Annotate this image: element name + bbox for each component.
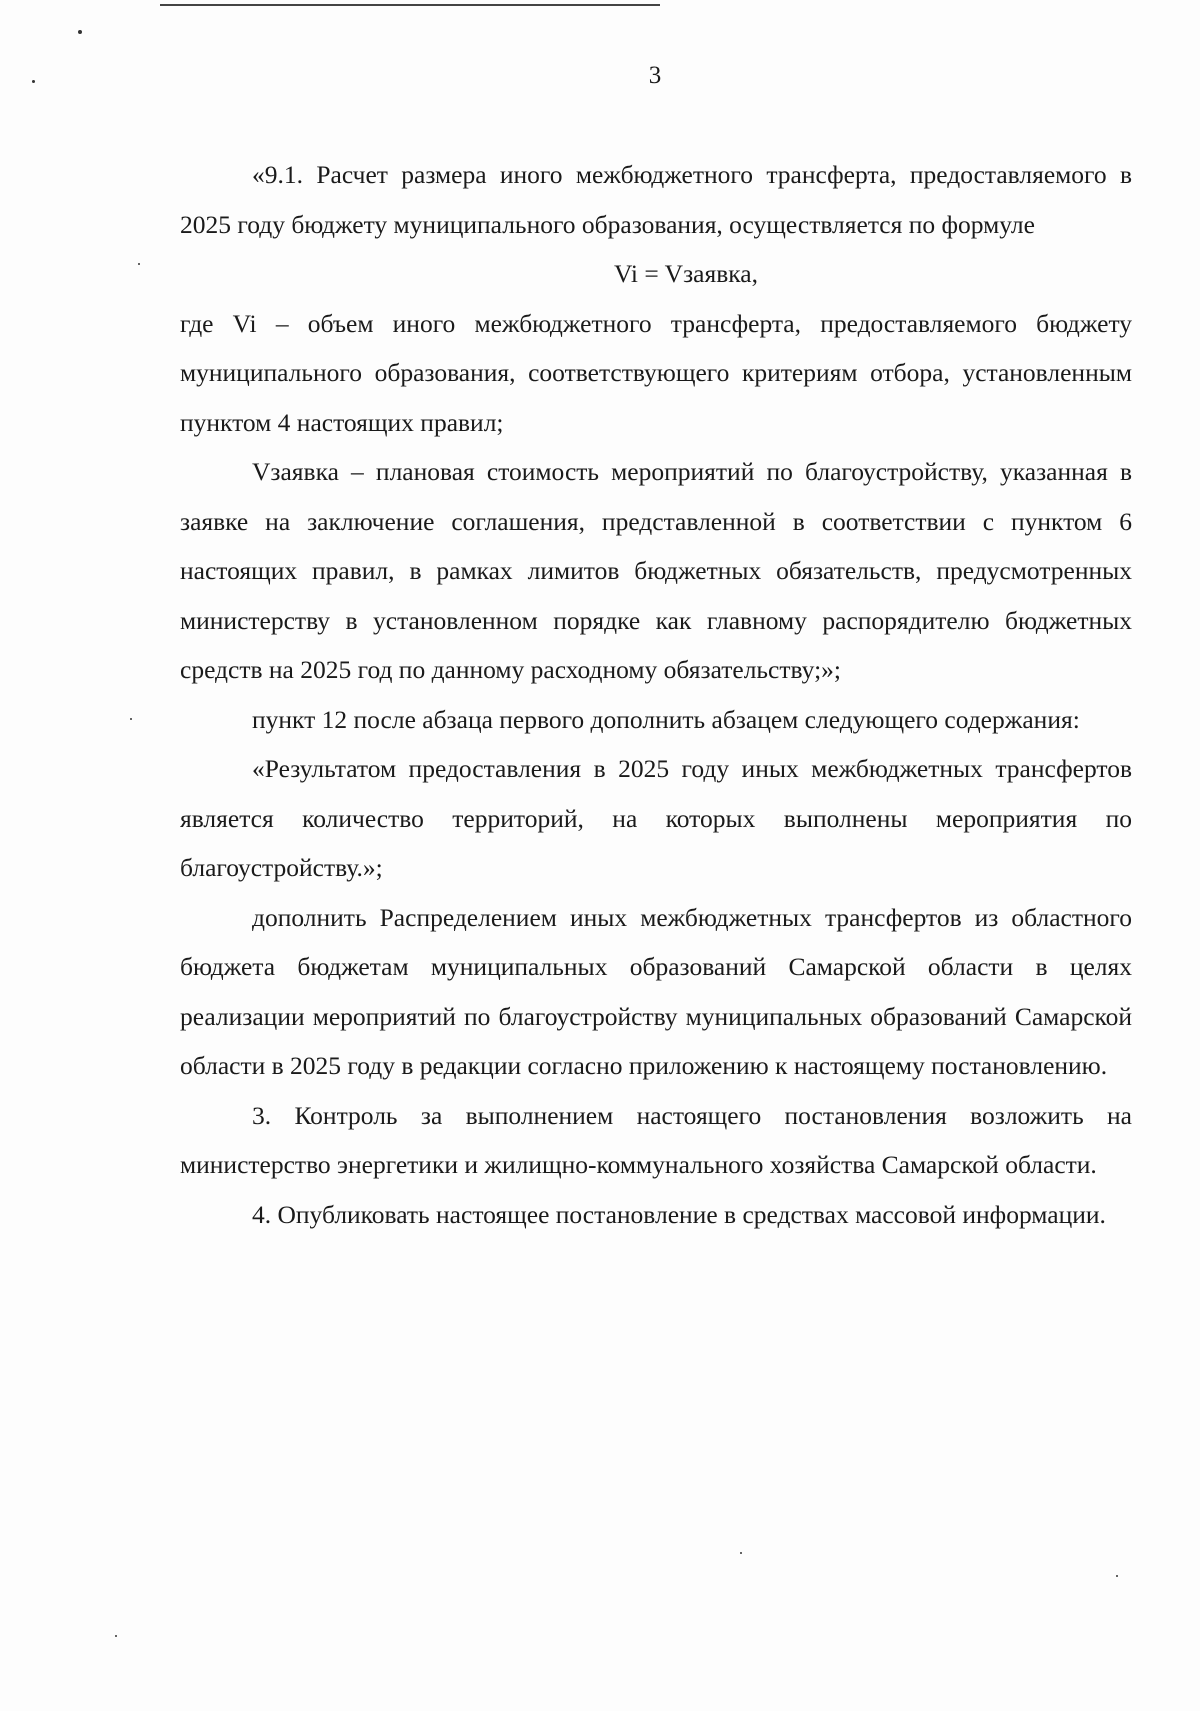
paragraph-distribution: дополнить Распределением иных межбюджетных трансфертов из областного бюджета бюджетам муниципальных образований Самарской области в целях реализации мероприятий по благоустройству муниципальных образований Самарской области в 2025 году в редакции согласно приложению к настоящему постановлению. (180, 902, 1132, 1080)
paragraph-item-4-publish: 4. Опубликовать настоящее постановление в средствах массовой информации. (252, 1199, 1106, 1229)
document-body (180, 150, 1132, 1239)
scan-speck (1116, 1575, 1118, 1577)
paragraph-punkt-12: пункт 12 после абзаца первого дополнить абзацем следующего содержания: (252, 704, 1080, 734)
scan-speck (740, 1552, 742, 1554)
paragraph-9-1-intro: «9.1. Расчет размера иного межбюджетного трансферта, предоставляемого в 2025 году бюджету муниципального образования, осуществляется по формуле (180, 160, 1132, 239)
scan-speck (78, 30, 82, 34)
scan-top-edge-line (160, 4, 660, 6)
paragraph-result: «Результатом предоставления в 2025 году иных межбюджетных трансфертов является количество территорий, на которых выполнены мероприятия по благоустройству.»; (180, 754, 1132, 882)
scan-speck (138, 263, 140, 265)
scan-speck (115, 1635, 117, 1637)
paragraph-vi-definition: где Vi – объем иного межбюджетного трансферта, предоставляемого бюджету муниципального образования, соответствующего критериям отбора, установленным пунктом 4 настоящих правил; (180, 308, 1132, 437)
scan-speck (130, 718, 132, 720)
page-number: 3 (648, 62, 662, 89)
paragraph-item-3-control: 3. Контроль за выполнением настоящего постановления возложить на министерство энергетики и жилищно-коммунального хозяйства Самарской области. (180, 1100, 1132, 1179)
paragraph-vzayavka-definition: Vзаявка – плановая стоимость мероприятий по благоустройству, указанная в заявке на заключение соглашения, представленной в соответствии с пунктом 6 настоящих правил, в рамках лимитов бюджетных обязательств, предусмотренных министерству в установленном порядке как главному распорядителю бюджетных средств на 2025 год по данному расходному обязательству;»; (180, 457, 1132, 684)
formula: Vi = Vзаявка, (614, 259, 758, 288)
